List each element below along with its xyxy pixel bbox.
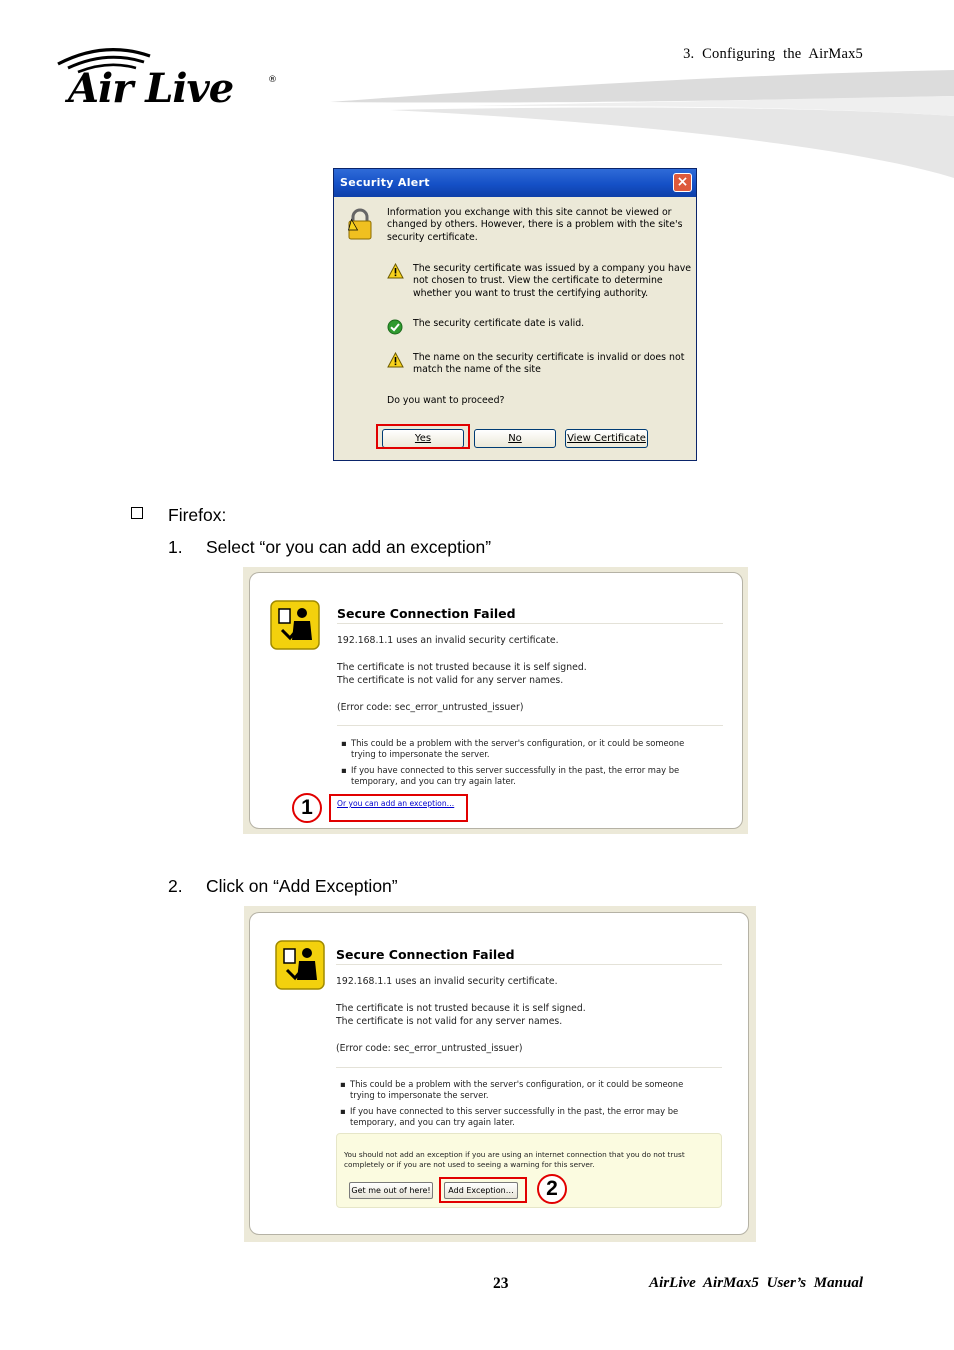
alert-item-1: The security certificate was issued by a company you have not chosen to trust. View the certificate to determine whether you want to trust the certifying authority. <box>413 263 692 299</box>
dialog-title: Security Alert <box>340 176 430 189</box>
step-2-number: 2. <box>168 876 183 896</box>
error-code: (Error code: sec_error_untrusted_issuer) <box>337 702 524 713</box>
policeman-warning-icon <box>270 600 320 650</box>
highlight-box-link <box>329 794 468 822</box>
bullet-1-line-b: trying to impersonate the server. <box>351 749 490 759</box>
warning-icon <box>387 352 404 368</box>
check-icon <box>387 319 403 335</box>
step-1-number: 1. <box>168 537 183 557</box>
lock-icon <box>346 207 374 241</box>
title-divider <box>336 964 722 965</box>
error-title: Secure Connection Failed <box>336 947 515 962</box>
callout-number-2: 2 <box>537 1174 567 1204</box>
section-divider <box>337 725 723 726</box>
chapter-title: 3. Configuring the AirMax5 <box>683 46 863 62</box>
bullet-dot: ▪ <box>340 1106 346 1116</box>
manual-title: AirLive AirMax5 User’s Manual <box>649 1275 863 1291</box>
bullet-dot: ▪ <box>340 1079 346 1089</box>
error-card <box>249 572 743 829</box>
airlive-logo <box>56 44 286 108</box>
error-title: Secure Connection Failed <box>337 606 516 621</box>
no-button-label: No <box>508 433 522 444</box>
error-line-2: The certificate is not trusted because it is self signed. <box>336 1003 586 1014</box>
bullet-2-line-b: temporary, and you can try again later. <box>351 776 516 786</box>
title-divider <box>337 623 723 624</box>
bullet-dot: ▪ <box>341 765 347 775</box>
page-number: 23 <box>493 1275 509 1292</box>
bullet-1-line-b: trying to impersonate the server. <box>350 1090 489 1100</box>
bullet-2-line-a: If you have connected to this server successfully in the past, the error may be <box>351 765 680 775</box>
policeman-warning-icon <box>275 940 325 990</box>
warning-line-a: You should not add an exception if you are using an internet connection that you do not trust <box>344 1150 685 1159</box>
error-code: (Error code: sec_error_untrusted_issuer) <box>336 1043 523 1054</box>
highlight-box-add-exception <box>439 1177 527 1203</box>
warning-icon <box>387 263 404 279</box>
warning-line-b: completely or if you are not used to seeing a warning for this server. <box>344 1160 595 1169</box>
bullet-dot: ▪ <box>341 738 347 748</box>
error-line-1: 192.168.1.1 uses an invalid security certificate. <box>337 635 559 646</box>
callout-number-1: 1 <box>292 793 322 823</box>
alert-question: Do you want to proceed? <box>387 395 505 406</box>
section-divider <box>336 1067 722 1068</box>
firefox-heading: Firefox: <box>168 505 227 525</box>
alert-item-2: The security certificate date is valid. <box>413 318 585 329</box>
firefox-error-screenshot-2 <box>244 906 756 1242</box>
svg-text:®: ® <box>268 75 277 85</box>
step-2-text: Click on “Add Exception” <box>206 876 398 896</box>
svg-text:Air Live: Air Live <box>68 65 234 108</box>
header-swoosh-decoration <box>330 66 954 178</box>
highlight-box-yes <box>376 424 470 449</box>
get-me-out-button[interactable]: Get me out of here! <box>349 1182 433 1199</box>
dialog-titlebar <box>334 169 696 197</box>
bullet-2-line-a: If you have connected to this server successfully in the past, the error may be <box>350 1106 679 1116</box>
bullet-1-line-a: This could be a problem with the server's configuration, or it could be someone <box>350 1079 684 1089</box>
step-1-text: Select “or you can add an exception” <box>206 537 492 557</box>
close-icon[interactable]: × <box>673 173 692 192</box>
view-certificate-button[interactable] <box>565 429 648 448</box>
error-line-3: The certificate is not valid for any server names. <box>337 675 564 686</box>
error-line-1: 192.168.1.1 uses an invalid security certificate. <box>336 976 558 987</box>
no-button[interactable] <box>474 429 556 448</box>
firefox-error-screenshot-1 <box>243 567 748 834</box>
bullet-checkbox-icon <box>131 507 143 519</box>
error-card <box>249 912 749 1235</box>
bullet-1-line-a: This could be a problem with the server's configuration, or it could be someone <box>351 738 685 748</box>
alert-intro: Information you exchange with this site cannot be viewed or changed by others. However, there is a problem with the site's security certificate. <box>387 207 683 243</box>
exception-warning-box <box>336 1133 722 1208</box>
alert-item-3: The name on the security certificate is invalid or does not match the name of the site <box>413 352 685 376</box>
add-exception-button[interactable]: Add Exception… <box>444 1182 518 1199</box>
security-alert-dialog <box>333 168 697 461</box>
error-line-3: The certificate is not valid for any server names. <box>336 1016 563 1027</box>
yes-button-label: Yes <box>414 433 432 444</box>
error-line-2: The certificate is not trusted because it is self signed. <box>337 662 587 673</box>
add-exception-link[interactable]: Or you can add an exception… <box>337 799 455 808</box>
bullet-2-line-b: temporary, and you can try again later. <box>350 1117 515 1127</box>
view-certificate-label: View Certificate <box>567 433 646 444</box>
